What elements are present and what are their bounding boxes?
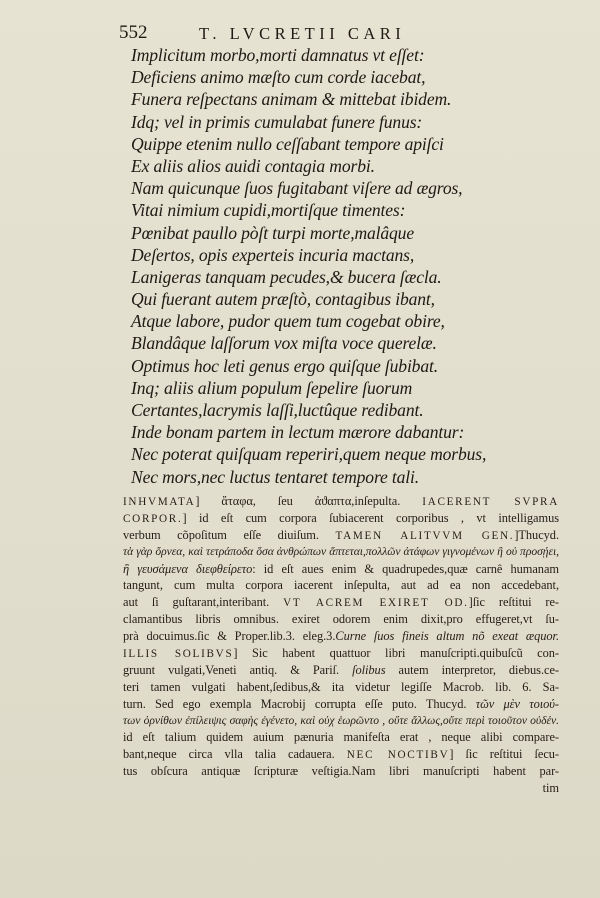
commentary-text-run: tangunt, cum multa corpora iacerent inſepulta, aut ad ea non accedebant,: [123, 578, 559, 593]
commentary-text-run: gruunt vulgati,Veneti antiq. & Pariſ.: [123, 662, 353, 677]
verse-line: Nec mors,nec luctus tentaret tempore tali.: [131, 466, 420, 487]
commentary-line: [123, 628, 559, 645]
verse-line: Deficiens animo mæſto cum corde iacebat,: [131, 67, 426, 88]
verse-line: Deſertos, opis experteis incuria mactans,: [131, 244, 415, 265]
commentary-text-run: bant,neque circa vlla talia cadauera.: [123, 747, 347, 762]
verse-line: Nec poterat quiſquam reperiri,quem neque morbus,: [131, 444, 487, 465]
greek-text: τὰ γὰρ ὄρνεα, καὶ τετράποδα ὅσα ἀνθρώπων ἅπτεται,πολλῶν ἀτάφων γιγνομένων ἢ οὐ προσῄει,: [123, 544, 559, 558]
commentary-line: [123, 577, 559, 594]
italic-quote: Curne ſuos fineis altum nõ exeat æquor.: [335, 629, 559, 644]
verse-line: Ex aliis alios auidi contagia morbi.: [131, 155, 375, 176]
folio-number: 552: [119, 22, 148, 43]
italic-quote: τῶν μὲν τοιού-: [475, 696, 559, 711]
commentary-text-run: ] ἄταφα, ſeu ἀϑαπτα,inſepulta.: [195, 494, 423, 508]
verse-line: Lanigeras tanquam pecudes,& bucera ſæcla.: [131, 266, 442, 287]
commentary-text-run: verbum cõpoſitum eſſe diuiſum.: [123, 527, 336, 542]
commentary-text-run: ] ſic reſtitui ſecu-: [449, 747, 559, 762]
verse-line: Idq; vel in primis cumulabat funere funus:: [131, 111, 423, 132]
commentary-line: [123, 763, 559, 780]
commentary-text-run: aut ſi guſtarant,interibant.: [123, 595, 284, 610]
verse-line: Inde bonam partem in lectum mærore dabantur:: [131, 422, 465, 443]
verse-line: Implicitum morbo,morti damnatus vt eſſet:: [131, 45, 425, 65]
commentary-text-run: ] Sic habent quattuor libri manuſcripti.quibuſcũ con-: [233, 646, 559, 661]
verse-line: Nam quicunque ſuos fugitabant viſere ad ægros,: [131, 178, 463, 199]
commentary-text-run: : id eſt aues enim & quadrupedes,quæ carnê humanam: [252, 561, 559, 576]
commentary-line: [123, 746, 559, 763]
commentary-text-run: tim: [542, 781, 559, 796]
commentary-text: [123, 493, 559, 797]
commentary-line: [123, 561, 559, 578]
lemma-caps: NEC NOCTIBV: [346, 749, 450, 762]
lemma-caps: VT ACREM EXIRET OD.: [283, 597, 469, 610]
lemma-caps: ILLIS SOLIBVS: [123, 648, 234, 661]
commentary-text-run: ]Thucyd.: [514, 527, 559, 542]
commentary-line: [123, 493, 559, 510]
verse-line: Certantes,lacrymis laſſi,luctûque redibant.: [131, 400, 424, 420]
lemma-caps: IACERENT SVPRA: [422, 496, 559, 508]
commentary-line: [123, 679, 559, 696]
commentary-line: [123, 662, 559, 679]
verse-line: Pœnibat paullo pòſt turpi morte,malâque: [131, 222, 414, 243]
greek-text: των ὀρνίθων ἐπίλειψις σαφὴς ἐγένετο, καὶ οὐχ ἑωρῶντο , οὔτε ἄλλως,οὔτε περὶ τοιοῦτον οὐδέν.: [123, 713, 559, 727]
commentary-line: [123, 594, 559, 611]
verse-line: Atque labore, pudor quem tum cogebat obire,: [131, 311, 445, 332]
lemma-caps: INHVMATA: [123, 496, 196, 508]
commentary-line: [123, 527, 559, 544]
commentary-text-run: tus obſcura antiquæ ſcripturæ veſtigia.Nam libri manuſcripti habent par-: [123, 764, 559, 779]
verse-line: Vitai nimium cupidi,mortiſque timentes:: [131, 200, 406, 221]
italic-quote: ſolibus: [352, 662, 386, 677]
poem-text: [131, 44, 561, 488]
commentary-text-run: ]ſic reſtitui re-: [468, 595, 559, 610]
commentary-line: [123, 780, 559, 797]
commentary-text-run: autem interpretor, diebus.ce-: [385, 662, 559, 677]
commentary-text-run: ] id eſt cum corpora ſubiacerent corporibus , vt intelligamus: [182, 510, 559, 525]
running-head: T. LVCRETII CARI: [199, 24, 406, 43]
commentary-text-run: turn. Sed ego exempla Macrobij corrupta eſſe puto. Thucyd.: [123, 696, 476, 711]
verse-line: Optimus hoc leti genus ergo quiſque ſubibat.: [131, 355, 438, 376]
greek-text: ἢ γευσάμενα διεφθείρετο: [123, 561, 253, 576]
verse-line: Quippe etenim nullo ceſſabant tempore apiſci: [131, 133, 444, 154]
commentary-line: [123, 645, 559, 662]
commentary-line: [123, 696, 559, 713]
commentary-line: [123, 611, 559, 628]
commentary-text-run: teri tamen vulgati habent,ſedibus,& ita videtur legiſſe Macrob. lib. 6. Sa-: [123, 679, 559, 694]
commentary-text-run: clamantibus libris omnibus. exiret odorem enim dixit,pro effugeret,vt ſu-: [123, 612, 559, 627]
commentary-text-run: prà docuimus.ſic & Proper.lib.3. eleg.3.: [123, 629, 336, 644]
commentary-line: [123, 713, 559, 730]
verse-line: Funera reſpectans animam & mittebat ibidem.: [131, 89, 452, 110]
commentary-line: [123, 729, 559, 746]
lemma-caps: TAMEN ALITVVM GEN.: [335, 529, 515, 542]
commentary-line: [123, 510, 559, 527]
commentary-text-run: id eſt talium quidem auium pænuria manifeſta erat , neque alibi compare-: [123, 730, 559, 745]
verse-line: Blandâque laſſorum vox miſta voce querelæ.: [131, 333, 437, 354]
verse-line: Qui fuerant autem præſtò, contagibus ibant,: [131, 289, 435, 310]
commentary-line: [123, 544, 559, 561]
lemma-caps: CORPOR.: [123, 512, 183, 525]
verse-line: Inq; aliis alium populum ſepelire ſuorum: [131, 377, 413, 398]
